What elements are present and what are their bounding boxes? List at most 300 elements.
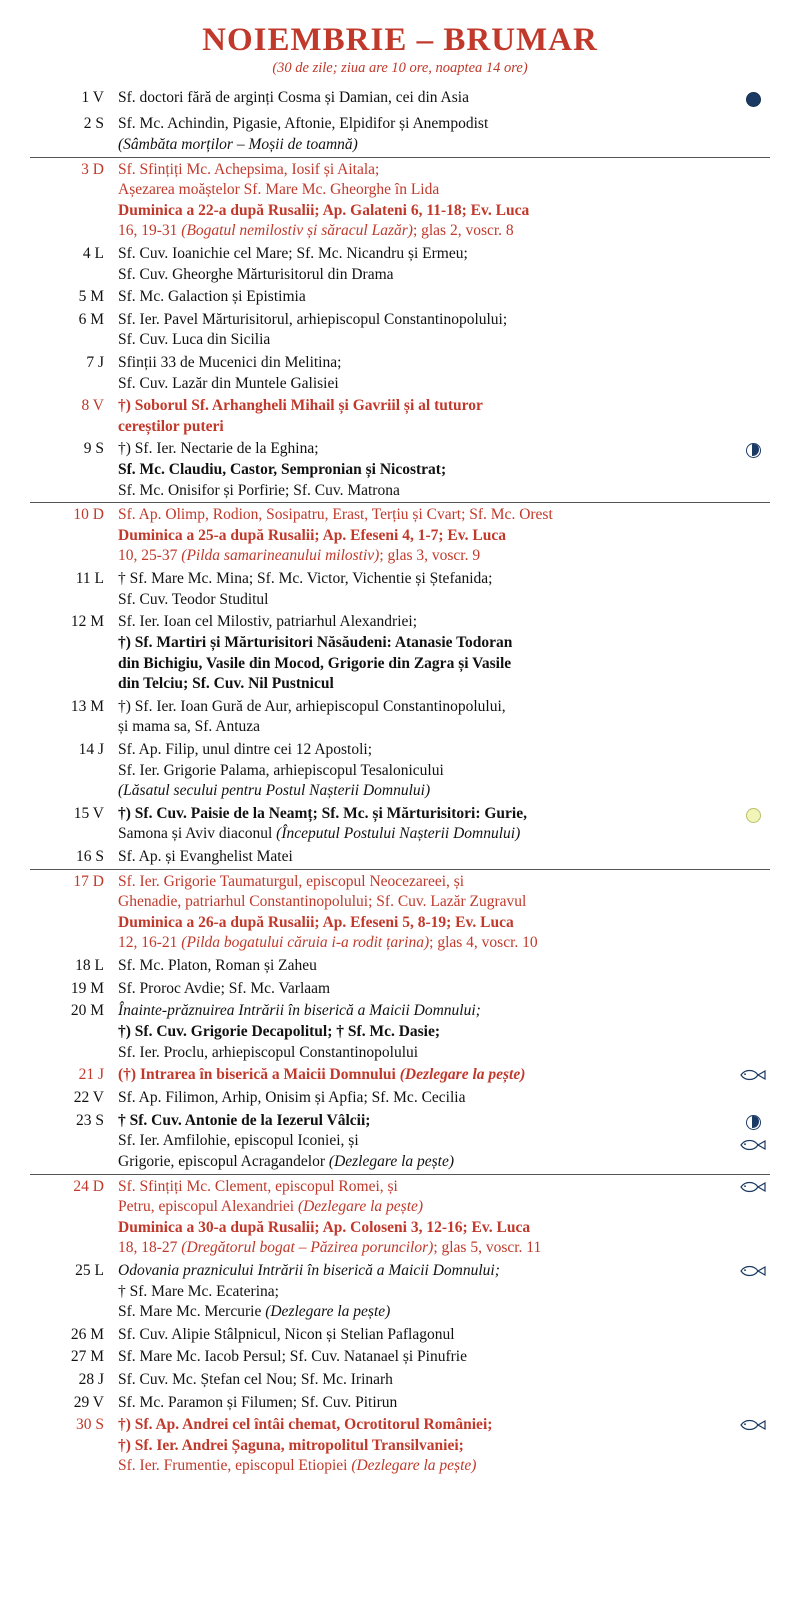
day-date-label: 10 D [73, 506, 104, 524]
day-marker-cell [736, 113, 770, 157]
calendar-day-row [30, 955, 770, 978]
entry-line-text: Sf. Proroc Avdie; Sf. Mc. Varlaam [118, 979, 331, 997]
entry-line [118, 654, 730, 675]
day-marker-cell [736, 1414, 770, 1478]
entry-line-text: Sf. Cuv. Luca din Sicilia [118, 331, 271, 349]
day-date-label: 13 M [70, 697, 104, 715]
day-marker-cell [736, 1110, 770, 1174]
title-dash: – [416, 22, 435, 58]
day-date-label: 3 D [81, 160, 104, 178]
day-marker-cell [736, 696, 770, 739]
entry-line [118, 1261, 730, 1282]
entry-line-text: Sf. Cuv. Ioanichie cel Mare; Sf. Mc. Nicandru și Ermeu; [118, 244, 468, 262]
calendar-day-row [30, 157, 770, 243]
day-marker-cell [736, 87, 770, 113]
entry-line-italic: (Dezlegare la pește) [265, 1303, 391, 1321]
day-marker-cell [736, 395, 770, 438]
entry-line-text: Sf. doctori fără de arginți Cosma și Damian, cei din Asia [118, 89, 469, 107]
day-date-label: 26 M [70, 1325, 104, 1343]
entry-line [118, 439, 730, 460]
day-date-label: 5 M [78, 288, 104, 306]
calendar-day-row [30, 1174, 770, 1260]
entry-line [118, 1370, 730, 1391]
entry-line-text: Samona și Aviv diaconul [118, 825, 277, 843]
calendar-table [30, 87, 770, 1478]
day-date-label: 27 M [70, 1348, 104, 1366]
entry-line [118, 913, 730, 934]
entry-line [118, 697, 730, 718]
entry-line-text: Sf. Mare Mc. Mercurie [118, 1303, 266, 1321]
entry-line-text: †) Sf. Cuv. Paisie de la Neamț [118, 804, 313, 822]
day-date-cell [30, 803, 118, 846]
day-date-cell [30, 869, 118, 955]
day-date-label: 9 S [83, 440, 104, 458]
page-subtitle: (30 de zile; ziua are 10 ore, noaptea 14 ore) [272, 60, 528, 77]
day-date-label: 22 V [73, 1089, 104, 1107]
entry-line-text: Sf. Cuv. Lazăr din Muntele Galisiei [118, 374, 339, 392]
entry-line-suffix: ; Sf. Cuv. Nil Pustnicul [183, 675, 334, 693]
day-date-label: 1 V [81, 89, 104, 107]
day-date-label: 17 D [73, 872, 104, 890]
calendar-day-row [30, 978, 770, 1001]
entry-line-text: Grigorie, episcopul Acragandelor [118, 1152, 329, 1170]
day-text-cell [118, 286, 736, 309]
entry-line [118, 1065, 730, 1086]
moon-full-icon [746, 808, 761, 823]
day-date-cell [30, 157, 118, 243]
day-date-label: 15 V [73, 804, 104, 822]
moon-first-quarter-icon [746, 1115, 761, 1130]
day-date-cell [30, 395, 118, 438]
entry-line-suffix: ; glas 2, voscr. 8 [412, 222, 514, 240]
entry-line [118, 526, 730, 547]
day-marker-cell [736, 309, 770, 352]
day-text-cell [118, 157, 736, 243]
entry-line-text: (†) Intrarea în biserică a Maicii Domnului [118, 1066, 400, 1084]
entry-line [118, 180, 730, 201]
entry-line [118, 1088, 730, 1109]
day-text-cell [118, 1174, 736, 1260]
entry-line [118, 1152, 730, 1173]
day-date-cell [30, 1414, 118, 1478]
entry-line [118, 160, 730, 181]
calendar-day-row [30, 286, 770, 309]
entry-line [118, 824, 730, 845]
entry-line [118, 330, 730, 351]
calendar-day-row [30, 87, 770, 113]
calendar-day-row [30, 846, 770, 869]
day-date-cell [30, 1392, 118, 1415]
entry-line-text: Sf. Cuv. Gheorghe Mărturisitorul din Drama [118, 265, 394, 283]
day-text-cell [118, 395, 736, 438]
entry-line [118, 1325, 730, 1346]
day-marker-cell [736, 438, 770, 502]
entry-line-text: Duminica a 25-a după Rusalii [118, 526, 315, 544]
calendar-day-row [30, 352, 770, 395]
calendar-day-row [30, 696, 770, 739]
entry-line-text: Duminica a 22-a după Rusalii [118, 201, 315, 219]
entry-line [118, 933, 730, 954]
month-name-main: NOIEMBRIE [202, 22, 408, 58]
day-date-cell [30, 503, 118, 568]
day-date-label: 16 S [76, 848, 104, 866]
day-marker-cell [736, 157, 770, 243]
calendar-day-row [30, 739, 770, 803]
entry-line [118, 374, 730, 395]
entry-line [118, 590, 730, 611]
entry-line [118, 1238, 730, 1259]
day-date-cell [30, 568, 118, 611]
entry-line-text: Petru, episcopul Alexandriei [118, 1198, 298, 1216]
entry-line-italic: (Dezlegare la pește) [399, 1066, 526, 1084]
entry-line-text: cereștilor puteri [118, 417, 224, 435]
entry-line [118, 1177, 730, 1198]
entry-line [118, 396, 730, 417]
calendar-day-row [30, 1346, 770, 1369]
entry-line [118, 633, 730, 654]
day-date-cell [30, 1324, 118, 1347]
entry-line [118, 1302, 730, 1323]
entry-line-text: Sf. Sfințiți Mc. Achepsima, Iosif și Aitala; [118, 160, 380, 178]
entry-line [118, 717, 730, 738]
entry-line [118, 979, 730, 1000]
day-marker-cell [736, 1174, 770, 1260]
entry-line-suffix: ; Ap. Galateni 6, 11-18; Ev. Luca [314, 201, 530, 219]
entry-line-italic: (Dezlegare la pește) [297, 1198, 424, 1216]
day-date-cell [30, 1260, 118, 1324]
day-marker-cell [736, 1392, 770, 1415]
entry-line [118, 1282, 730, 1303]
day-date-label: 14 J [78, 740, 104, 758]
day-marker-cell [736, 1324, 770, 1347]
entry-line-text: Sf. Mc. Claudiu, Castor, Sempronian și Nicostrat [118, 461, 441, 479]
entry-line [118, 1393, 730, 1414]
day-date-cell [30, 438, 118, 502]
day-marker-cell [736, 1369, 770, 1392]
day-text-cell [118, 1000, 736, 1064]
entry-line-text: Sf. Ier. Ioan cel Milostiv, patriarhul Alexandriei; [118, 613, 418, 631]
day-marker-cell [736, 869, 770, 955]
entry-line-text: Sf. Sfințiți Mc. Clement, episcopul Romei, și [118, 1177, 398, 1195]
day-marker-cell [736, 243, 770, 286]
entry-line-text: 10, 25-37 [118, 547, 182, 565]
day-text-cell [118, 978, 736, 1001]
calendar-day-row [30, 243, 770, 286]
entry-line-text: † Sf. Mare Mc. Ecaterina; [118, 1282, 279, 1300]
entry-line-text: Sf. Ier. Amfilohie, episcopul Iconiei, și [118, 1132, 359, 1150]
entry-line-suffix: ; Ap. Efeseni 5, 8-19; Ev. Luca [314, 913, 514, 931]
entry-line-text: și mama sa, Sf. Antuza [118, 718, 261, 736]
entry-line-text: Sf. Ier. Grigorie Taumaturgul, episcopul Neocezareei, și [118, 872, 465, 890]
day-marker-cell [736, 1346, 770, 1369]
day-date-cell [30, 846, 118, 869]
calendar-day-row [30, 1414, 770, 1478]
calendar-day-row [30, 568, 770, 611]
day-date-cell [30, 611, 118, 695]
entry-line-text: Sf. Mc. Platon, Roman și Zaheu [118, 957, 317, 975]
day-date-cell [30, 243, 118, 286]
entry-line-text: Așezarea moăștelor Sf. Mare Mc. Gheorghe în Lida [118, 181, 440, 199]
fish-icon [740, 1265, 766, 1277]
entry-line-text: Sf. Ier. Proclu, arhiepiscopul Constantinopolului [118, 1043, 419, 1061]
entry-line [118, 546, 730, 567]
entry-line-text: Duminica a 30-a după Rusalii [118, 1218, 315, 1236]
entry-line-text: (Lăsatul secului pentru Postul Nașterii Domnului) [118, 782, 431, 800]
entry-line-text: Sf. Mare Mc. Iacob Persul; Sf. Cuv. Natanael și Pinufrie [118, 1348, 467, 1366]
entry-line [118, 135, 730, 156]
day-marker-cell [736, 568, 770, 611]
day-marker-cell [736, 846, 770, 869]
day-date-cell [30, 978, 118, 1001]
calendar-day-row [30, 611, 770, 695]
day-date-label: 30 S [76, 1416, 104, 1434]
entry-line-text: Sf. Cuv. Mc. Ștefan cel Nou; Sf. Mc. Irinarh [118, 1371, 393, 1389]
day-date-label: 24 D [73, 1177, 104, 1195]
entry-line-text: Odovania praznicului Intrării în biserică a Maicii Domnului; [118, 1261, 500, 1279]
day-text-cell [118, 955, 736, 978]
day-date-label: 18 L [75, 957, 104, 975]
calendar-day-row [30, 1087, 770, 1110]
entry-line [118, 804, 730, 825]
entry-line-text: †) Sf. Ier. Nectarie de la Eghina; [118, 440, 319, 458]
day-text-cell [118, 1369, 736, 1392]
entry-line-text: Duminica a 26-a după Rusalii [118, 913, 315, 931]
day-date-cell [30, 286, 118, 309]
day-text-cell [118, 869, 736, 955]
day-date-label: 19 M [70, 979, 104, 997]
day-marker-cell [736, 803, 770, 846]
day-marker-cell [736, 1000, 770, 1064]
day-marker-cell [736, 955, 770, 978]
entry-line-text: 18, 18-27 [118, 1239, 182, 1257]
day-text-cell [118, 696, 736, 739]
entry-line-text: Sf. Ier. Pavel Mărturisitorul, arhiepiscopul Constantinopolului; [118, 310, 508, 328]
entry-line-text: 16, 19-31 [118, 222, 182, 240]
day-date-cell [30, 1346, 118, 1369]
page-title [30, 22, 770, 58]
entry-line [118, 956, 730, 977]
calendar-day-row [30, 1000, 770, 1064]
day-text-cell [118, 739, 736, 803]
entry-line-text: Ghenadie, patriarhul Constantinopolului; Sf. Cuv. Lazăr Zugravul [118, 893, 527, 911]
day-date-cell [30, 955, 118, 978]
day-date-label: 11 L [75, 570, 104, 588]
entry-line [118, 1043, 730, 1064]
day-date-label: 2 S [83, 115, 104, 133]
day-date-cell [30, 1369, 118, 1392]
day-marker-cell [736, 1087, 770, 1110]
day-date-cell [30, 113, 118, 157]
entry-line-italic: (Dezlegare la pește) [328, 1152, 455, 1170]
calendar-day-row [30, 1369, 770, 1392]
entry-line [118, 201, 730, 222]
entry-line [118, 1415, 730, 1436]
entry-line-italic: (Dezlegare la pește) [351, 1457, 477, 1475]
entry-line-text: Înainte-prăznuirea Intrării în biserică a Maicii Domnului; [118, 1002, 481, 1020]
day-text-cell [118, 243, 736, 286]
day-text-cell [118, 1324, 736, 1347]
day-marker-cell [736, 352, 770, 395]
entry-line-text: Sf. Ap. Olimp, Rodion, Sosipatru, Erast, Terțiu și Cvart; Sf. Mc. Orest [118, 506, 553, 524]
day-marker-cell [736, 611, 770, 695]
entry-line-italic: (Bogatul nemilostiv și săracul Lazăr) [181, 222, 413, 240]
calendar-day-row [30, 1064, 770, 1087]
entry-line [118, 88, 730, 109]
day-text-cell [118, 438, 736, 502]
day-date-label: 29 V [73, 1393, 104, 1411]
calendar-day-row [30, 309, 770, 352]
entry-line [118, 1131, 730, 1152]
entry-line-text: †) Sf. Cuv. Grigorie Decapolitul [118, 1022, 328, 1040]
entry-line [118, 1197, 730, 1218]
calendar-day-row [30, 503, 770, 568]
entry-line-suffix: ; glas 3, voscr. 9 [379, 547, 481, 565]
fish-icon [740, 1419, 766, 1431]
day-text-cell [118, 1087, 736, 1110]
day-date-cell [30, 1064, 118, 1087]
entry-line-suffix: ; glas 5, voscr. 11 [433, 1239, 542, 1257]
calendar-day-row [30, 869, 770, 955]
entry-line-text: †) Sf. Ier. Ioan Gură de Aur, arhiepiscopul Constantinopolului, [118, 697, 506, 715]
entry-line [118, 761, 730, 782]
day-date-cell [30, 1000, 118, 1064]
day-marker-cell [736, 1260, 770, 1324]
calendar-day-row [30, 1324, 770, 1347]
entry-line-italic: (Începutul Postului Nașterii Domnului) [276, 825, 521, 843]
entry-line-suffix: ; Ap. Coloseni 3, 12-16; Ev. Luca [314, 1218, 531, 1236]
calendar-day-row [30, 438, 770, 502]
entry-line [118, 1022, 730, 1043]
day-marker-cell [736, 978, 770, 1001]
fish-icon [740, 1139, 766, 1151]
calendar-day-row [30, 1392, 770, 1415]
fish-icon [740, 1181, 766, 1193]
day-date-label: 20 M [70, 1002, 104, 1020]
calendar-day-row [30, 1110, 770, 1174]
entry-line-text: Sf. Cuv. Alipie Stâlpnicul, Nicon și Stelian Paflagonul [118, 1325, 455, 1343]
day-date-label: 28 J [78, 1371, 104, 1389]
day-marker-cell [736, 739, 770, 803]
day-date-cell [30, 1087, 118, 1110]
entry-line-text: Sf. Ier. Grigorie Palama, arhiepiscopul Tesalonicului [118, 761, 444, 779]
entry-line [118, 1347, 730, 1368]
day-date-label: 12 M [70, 613, 104, 631]
day-date-cell [30, 739, 118, 803]
day-text-cell [118, 803, 736, 846]
day-date-label: 23 S [76, 1111, 104, 1129]
calendar-day-row [30, 803, 770, 846]
entry-line [118, 353, 730, 374]
day-text-cell [118, 352, 736, 395]
calendar-day-row [30, 113, 770, 157]
entry-line-text: †) Sf. Martiri și Mărturisitori Năsăudeni: Atanasie Todoran [118, 633, 513, 651]
day-text-cell [118, 503, 736, 568]
day-date-cell [30, 352, 118, 395]
entry-line-italic: (Pilda bogatului căruia i-a rodit țarina) [181, 934, 430, 952]
entry-line [118, 310, 730, 331]
day-text-cell [118, 87, 736, 113]
entry-line-text: † Sf. Cuv. Antonie de la Iezerul Vâlcii; [118, 1111, 371, 1129]
entry-line-suffix: ; Ap. Efeseni 4, 1-7; Ev. Luca [314, 526, 506, 544]
fish-icon [740, 1069, 766, 1081]
entry-line [118, 892, 730, 913]
entry-line-text: din Telciu [118, 675, 184, 693]
entry-line-text: †) Sf. Ier. Andrei Șaguna, mitropolitul Transilvaniei; [118, 1436, 464, 1454]
entry-line [118, 1456, 730, 1477]
day-text-cell [118, 113, 736, 157]
day-text-cell [118, 309, 736, 352]
entry-line-text: Sf. Cuv. Teodor Studitul [118, 590, 269, 608]
entry-line-text: 12, 16-21 [118, 934, 182, 952]
entry-line-text: (Sâmbăta morților – Moșii de toamnă) [118, 135, 358, 153]
month-name-second: BRUMAR [443, 22, 598, 58]
entry-line [118, 1001, 730, 1022]
day-date-label: 8 V [81, 397, 104, 415]
entry-line-suffix: ; glas 4, voscr. 10 [429, 934, 538, 952]
entry-line [118, 781, 730, 802]
entry-line [118, 1218, 730, 1239]
day-date-cell [30, 1174, 118, 1260]
day-marker-cell [736, 1064, 770, 1087]
day-date-cell [30, 309, 118, 352]
entry-line-suffix: ; [440, 461, 447, 479]
moon-last-quarter-icon [746, 443, 761, 458]
entry-line-text: din Bichigiu, Vasile din Mocod, Grigorie din Zagra și Vasile [118, 654, 512, 672]
entry-line [118, 244, 730, 265]
calendar-day-row [30, 1260, 770, 1324]
day-text-cell [118, 1346, 736, 1369]
entry-line-italic: (Pilda samarineanului milostiv) [181, 547, 380, 565]
day-text-cell [118, 846, 736, 869]
entry-line-italic: (Dregătorul bogat – Păzirea poruncilor) [181, 1239, 434, 1257]
day-marker-cell [736, 503, 770, 568]
entry-line [118, 114, 730, 135]
day-text-cell [118, 568, 736, 611]
day-date-cell [30, 87, 118, 113]
entry-line [118, 1111, 730, 1132]
entry-line-text: Sf. Ap. și Evanghelist Matei [118, 848, 293, 866]
entry-line-text: Sf. Mc. Paramon și Filumen; Sf. Cuv. Pitirun [118, 1393, 398, 1411]
entry-line-suffix: ; Sf. Mc. și Mărturisitori: Gurie, [312, 804, 527, 822]
entry-line [118, 460, 730, 481]
moon-new-icon [746, 92, 761, 107]
entry-line-suffix: ; † Sf. Mc. Dasie; [327, 1022, 441, 1040]
day-text-cell [118, 1392, 736, 1415]
entry-line-text: †) Sf. Ap. Andrei cel întâi chemat, Ocrotitorul României; [118, 1416, 493, 1434]
day-date-label: 21 J [78, 1066, 104, 1084]
day-text-cell [118, 1064, 736, 1087]
entry-line-text: Sf. Mc. Onisifor și Porfirie; Sf. Cuv. Matrona [118, 481, 400, 499]
entry-line-text: Sf. Ier. Frumentie, episcopul Etiopiei [118, 1457, 352, 1475]
day-marker-cell [736, 286, 770, 309]
calendar-day-row [30, 395, 770, 438]
day-text-cell [118, 1260, 736, 1324]
day-date-label: 25 L [75, 1261, 104, 1279]
entry-line [118, 847, 730, 868]
entry-line [118, 740, 730, 761]
entry-line-text: Sf. Ap. Filip, unul dintre cei 12 Apostoli; [118, 740, 373, 758]
entry-line [118, 612, 730, 633]
day-date-label: 6 M [78, 310, 104, 328]
entry-line-text: Sf. Mc. Galaction și Epistimia [118, 288, 306, 306]
entry-line [118, 287, 730, 308]
day-text-cell [118, 1414, 736, 1478]
day-date-cell [30, 1110, 118, 1174]
entry-line [118, 505, 730, 526]
entry-line-text: Sf. Ap. Filimon, Arhip, Onisim și Apfia; Sf. Mc. Cecilia [118, 1089, 466, 1107]
entry-line-text: †) Soborul Sf. Arhangheli Mihail și Gavriil și al tuturor [118, 397, 483, 415]
entry-line [118, 569, 730, 590]
